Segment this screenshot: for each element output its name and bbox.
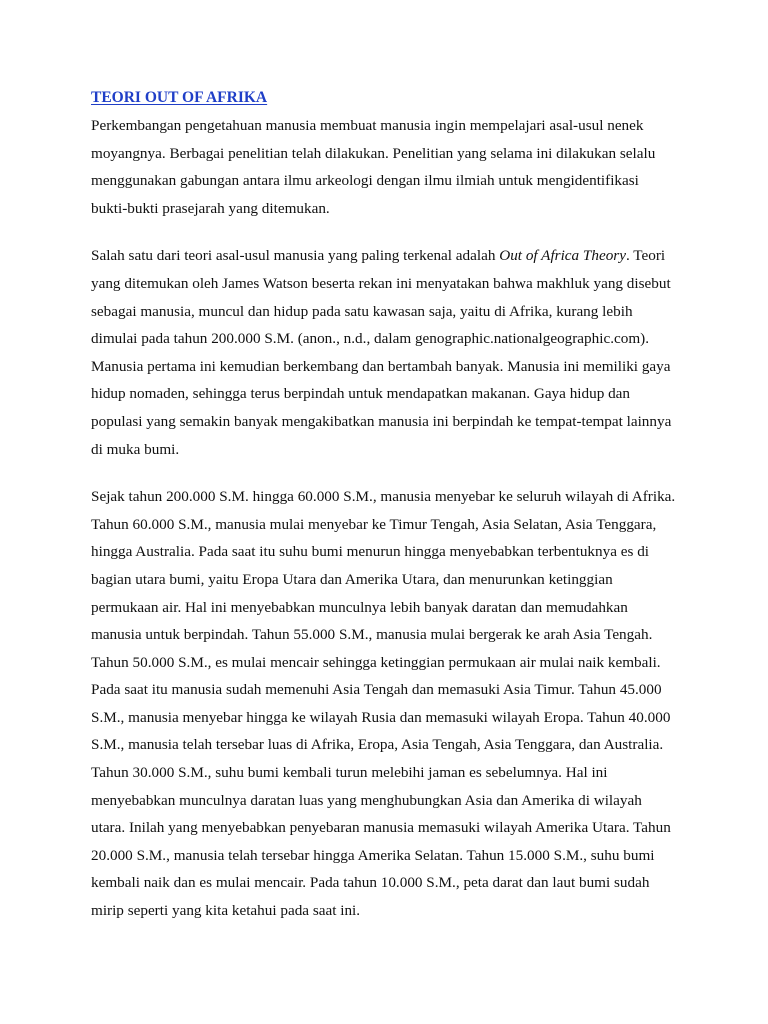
paragraph-introduction: Perkembangan pengetahuan manusia membuat manusia ingin mempelajari asal-usul nenek moyangnya. Berbagai penelitian telah dilakukan. Penelitian yang selama ini dilakukan selalu menggunakan gabungan antara ilmu arkeologi dengan ilmu ilmiah untuk mengidentifikasi bukti-bukti prasejarah yang ditemukan. [91,117,656,217]
document-title: TEORI OUT OF AFRIKA [91,89,268,106]
theory-name-emphasis: Out of Africa Theory [499,247,626,265]
paragraph-out-of-africa-theory [91,242,676,463]
paragraph-text-end: . Teori yang ditemukan oleh James Watson beserta rekan ini menyatakan bahwa makhluk yang disebut sebagai manusia, muncul dan hidup pada satu kawasan saja, yaitu di Afrika, kurang lebih dimulai pada tahun 200.000 S.M. (anon., n.d., dalam genographic.nationalgeographic.com). Manusia pertama ini kemudian berkembang dan bertambah banyak. Manusia ini memiliki gaya hidup nomaden, sehingga terus berpindah untuk mendapatkan makanan. Gaya hidup dan populasi yang semakin banyak mengakibatkan manusia ini berpindah ke tempat-tempat lainnya di muka bumi. [91,247,672,458]
paragraph-text-start: Salah satu dari teori asal-usul manusia yang paling terkenal adalah [91,247,500,265]
paragraph-migration-timeline: Sejak tahun 200.000 S.M. hingga 60.000 S.M., manusia menyebar ke seluruh wilayah di Afrika. Tahun 60.000 S.M., manusia mulai menyebar ke Timur Tengah, Asia Selatan, Asia Tenggara, hingga Australia. Pada saat itu suhu bumi menurun hingga menyebabkan terbentuknya es di bagian utara bumi, yaitu Eropa Utara dan Amerika Utara, dan menurunkan ketinggian permukaan air. Hal ini menyebabkan munculnya lebih banyak daratan dan memudahkan manusia untuk berpindah. Tahun 55.000 S.M., manusia mulai bergerak ke arah Asia Tengah. Tahun 50.000 S.M., es mulai mencair sehingga ketinggian permukaan air mulai naik kembali. Pada saat itu manusia sudah memenuhi Asia Tengah dan memasuki Asia Timur. Tahun 45.000 S.M., manusia menyebar hingga ke wilayah Rusia dan memasuki wilayah Eropa. Tahun 40.000 S.M., manusia telah tersebar luas di Afrika, Eropa, Asia Tengah, Asia Tenggara, dan Australia. Tahun 30.000 S.M., suhu bumi kembali turun melebihi jaman es sebelumnya. Hal ini menyebabkan munculnya daratan luas yang menghubungkan Asia dan Amerika di wilayah utara. Inilah yang menyebabkan penyebaran manusia memasuki wilayah Amerika Utara. Tahun 20.000 S.M., manusia telah tersebar hingga Amerika Selatan. Tahun 15.000 S.M., suhu bumi kembali naik dan es mulai mencair. Pada tahun 10.000 S.M., peta darat dan laut bumi sudah mirip seperti yang kita ketahui pada saat ini. [91,488,676,920]
